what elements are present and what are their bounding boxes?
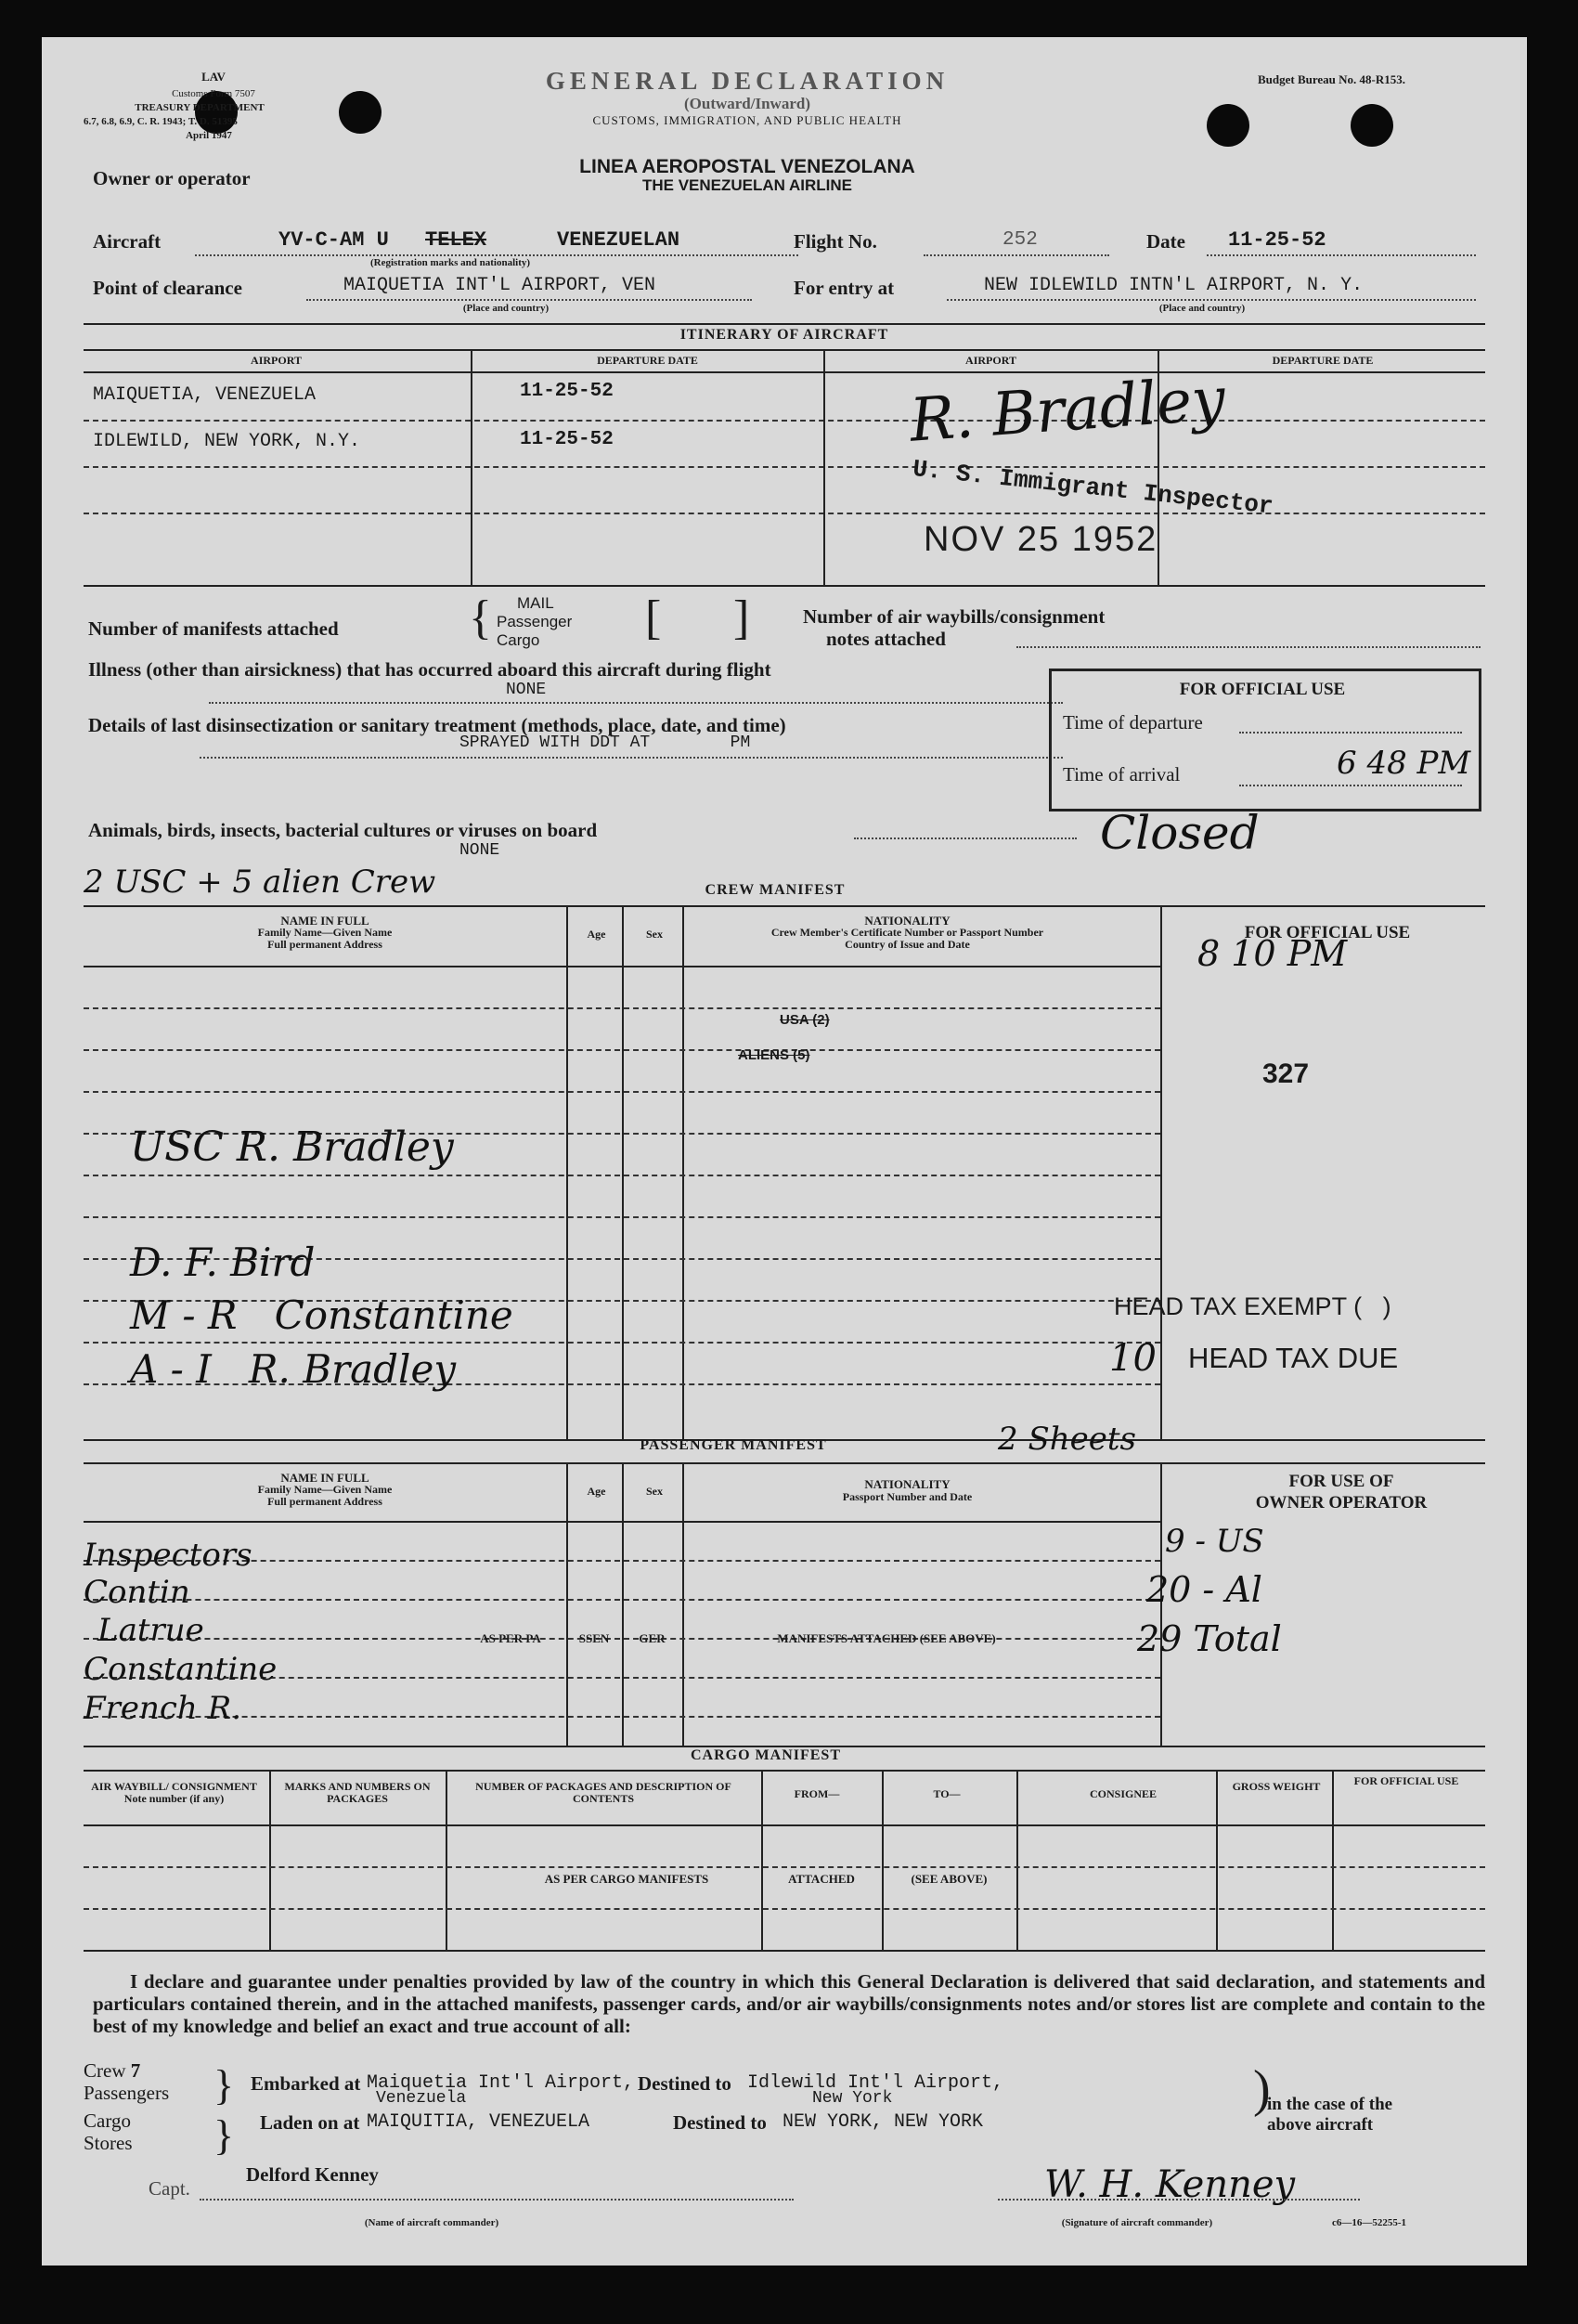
pass-count: 29 Total	[1137, 1618, 1282, 1659]
itinerary-header: DEPARTURE DATE	[597, 354, 698, 367]
crew-usa-count: USA (2)	[780, 1012, 830, 1028]
entry-caption: (Place and country)	[1158, 303, 1246, 314]
manifest-types	[497, 594, 572, 650]
sheets-note: 2 Sheets	[998, 1421, 1136, 1458]
embarked-place: Maiquetia Int'l Airport,	[367, 2072, 635, 2094]
pass-hand-name: Latrue	[97, 1612, 204, 1649]
cargo-label: Cargo	[84, 2110, 131, 2132]
destined-label-2: Destined to	[673, 2111, 767, 2134]
pass-row-text: SSEN	[578, 1631, 610, 1645]
destined-place-2: New York	[812, 2089, 893, 2108]
cargo-header: MARKS AND NUMBERS ON PACKAGES	[284, 1780, 431, 1805]
cargo-header: FOR OFFICIAL USE	[1353, 1774, 1459, 1787]
pass-hand-name: Contin	[84, 1574, 190, 1611]
cargo-row-text: ATTACHED	[788, 1872, 855, 1886]
registration-caption: (Registration marks and nationality)	[369, 257, 531, 268]
flight-no: 252	[1002, 229, 1038, 251]
bracket-icon: [	[645, 591, 662, 644]
commander-name: Delford Kenney	[246, 2163, 379, 2186]
pass-hand-name: Constantine	[84, 1651, 278, 1688]
capt-label: Capt.	[149, 2177, 190, 2200]
pass-header-nationality: NATIONALITY	[864, 1477, 951, 1491]
declaration-form	[42, 37, 1527, 2266]
manifest-type: Passenger	[497, 613, 573, 630]
struck-text: TELEX	[425, 228, 487, 252]
brace-icon: )	[1253, 2060, 1271, 2118]
airline-english: THE VENEZUELAN AIRLINE	[641, 176, 853, 194]
declaration-categories	[84, 2059, 169, 2154]
embarked-country: Venezuela	[376, 2089, 467, 2108]
cargo-row-text: AS PER CARGO MANIFESTS	[544, 1872, 709, 1886]
crew-handwritten-note: 2 USC + 5 alien Crew	[84, 863, 436, 901]
laden-place: MAIQUITIA, VENEZUELA	[367, 2111, 590, 2133]
crew-count: 7	[130, 2059, 141, 2082]
brace-icon: {	[469, 591, 492, 644]
aircraft-label: Aircraft	[93, 230, 162, 253]
disinsect-label: Details of last disinsectization or sanitary treatment (methods, place, date, and time)	[88, 714, 786, 736]
manifests-label: Number of manifests attached	[88, 617, 339, 640]
form-ref: TREASURY DEPARTMENT	[135, 102, 265, 113]
flight-date: 11-25-52	[1228, 228, 1326, 252]
destined-label: Destined to	[638, 2072, 731, 2095]
crew-hand-entry: M - R Constantine	[130, 1292, 513, 1338]
itinerary-header: AIRPORT	[965, 354, 1016, 367]
crew-header-name: NAME IN FULL	[280, 914, 369, 928]
commander-signature: W. H. Kenney	[1044, 2163, 1296, 2206]
pass-header-passport: Passport Number and Date	[842, 1490, 973, 1503]
punch-hole	[1207, 104, 1249, 147]
pass-header-owner2: OWNER OPERATOR	[1255, 1493, 1428, 1513]
above-aircraft-label: above aircraft	[1267, 2115, 1374, 2135]
inspector-signature: R. Bradley	[907, 365, 1228, 456]
form-ref: LAV	[201, 70, 226, 84]
passenger-manifest-title: PASSENGER MANIFEST	[640, 1437, 827, 1453]
agencies-line: CUSTOMS, IMMIGRATION, AND PUBLIC HEALTH	[592, 113, 902, 127]
departure-time-label: Time of departure	[1063, 711, 1203, 734]
clearance-label: Point of clearance	[93, 277, 242, 299]
entry-label: For entry at	[794, 277, 895, 299]
brace-icon: }	[213, 2061, 235, 2109]
form-ref: Customs Form 7507	[172, 88, 255, 99]
brace-icon: }	[213, 2111, 235, 2159]
pass-hand-name: French R.	[84, 1690, 242, 1727]
crew-hand-entry: USC R. Bradley	[130, 1123, 454, 1171]
illness-label: Illness (other than airsickness) that has occurred aboard this aircraft during flight	[88, 658, 771, 681]
in-case-label: in the case of the	[1267, 2095, 1393, 2114]
stamp-date: NOV 25 1952	[924, 520, 1158, 559]
form-ref: 6.7, 6.8, 6.9, C. R. 1943; T. D. 51395	[84, 116, 238, 127]
destined-place: Idlewild Int'l Airport,	[747, 2072, 1004, 2094]
budget-bureau: Budget Bureau No. 48-R153.	[1258, 72, 1406, 86]
disinsect-value: SPRAYED WITH DDT AT PM	[459, 734, 751, 752]
manifest-type: Cargo	[497, 631, 540, 649]
form-title: GENERAL DECLARATION	[545, 67, 950, 95]
bracket-icon: ]	[733, 591, 750, 644]
pass-hand-name: Inspectors	[84, 1537, 252, 1574]
arrival-time-value: 6 48 PM	[1337, 745, 1471, 782]
cargo-header: CONSIGNEE	[1089, 1787, 1158, 1800]
crew-header-age: Age	[587, 928, 606, 941]
punch-hole	[1351, 104, 1393, 147]
crew-hand-entry: A - I R. Bradley	[130, 1346, 457, 1392]
aircraft-nationality: VENEZUELAN	[557, 228, 680, 252]
crew-official-use: FOR OFFICIAL USE	[1244, 923, 1411, 942]
form-ref: April 1947	[186, 130, 232, 141]
cargo-header: TO—	[933, 1787, 961, 1800]
waybills-label-2: notes attached	[826, 628, 946, 650]
clearance-value: MAIQUETIA INT'L AIRPORT, VEN	[343, 275, 656, 296]
pass-header-name2: Family Name—Given Name	[257, 1483, 393, 1496]
stores-label: Stores	[84, 2132, 133, 2154]
date-label: Date	[1146, 230, 1185, 253]
pass-header-owner: FOR USE OF	[1288, 1472, 1394, 1491]
pass-count: 9 - US	[1165, 1523, 1264, 1560]
crew-header-nationality: NATIONALITY	[864, 914, 951, 928]
flight-no-label: Flight No.	[794, 230, 877, 253]
pass-row-text: GER	[639, 1631, 666, 1645]
airline-name: LINEA AEROPOSTAL VENEZOLANA	[579, 156, 915, 177]
pass-row-text: MANIFESTS ATTACHED (SEE ABOVE)	[777, 1631, 996, 1645]
itinerary-airport: MAIQUETIA, VENEZUELA	[93, 384, 317, 406]
animals-label: Animals, birds, insects, bacterial cultures or viruses on board	[88, 819, 598, 841]
illness-value: NONE	[506, 681, 547, 699]
crew-official-time: 8 10 PM	[1197, 933, 1348, 974]
immigrant-inspector-stamp: U. S. Immigrant Inspector	[911, 455, 1274, 521]
itinerary-header: DEPARTURE DATE	[1272, 354, 1374, 367]
head-tax-exempt: HEAD TAX EXEMPT ( )	[1114, 1292, 1391, 1320]
destined-place-3: NEW YORK, NEW YORK	[783, 2111, 984, 2133]
cargo-header: AIR WAYBILL/ CONSIGNMENT Note number (if any)	[91, 1780, 257, 1805]
aircraft-registration: YV-C-AM U	[278, 228, 389, 252]
pass-header-name3: Full permanent Address	[267, 1495, 382, 1508]
crew-header-sex: Sex	[646, 928, 663, 941]
crew-manifest-title: CREW MANIFEST	[705, 882, 846, 898]
laden-label: Laden on at	[260, 2111, 360, 2134]
crew-header-name2: Family Name—Given Name	[257, 926, 393, 939]
name-caption: (Name of aircraft commander)	[364, 2217, 499, 2228]
passengers-label: Passengers	[84, 2082, 170, 2104]
pass-header-sex: Sex	[646, 1485, 663, 1498]
arrival-time-label: Time of arrival	[1063, 763, 1181, 785]
place-caption: (Place and country)	[462, 303, 550, 314]
pass-header-name: NAME IN FULL	[280, 1471, 369, 1485]
head-tax-due: HEAD TAX DUE	[1188, 1342, 1399, 1374]
manifest-type: MAIL	[517, 594, 554, 612]
crew-stamp-number: 327	[1262, 1058, 1310, 1089]
crew-header-cert: Crew Member's Certificate Number or Passport Number	[770, 926, 1044, 939]
crew-aliens-count: ALIENS (5)	[738, 1047, 810, 1063]
pass-header-age: Age	[587, 1485, 606, 1498]
head-tax-count: 10	[1109, 1337, 1157, 1380]
cargo-manifest-title: CARGO MANIFEST	[690, 1747, 841, 1763]
itinerary-title: ITINERARY OF AIRCRAFT	[679, 327, 889, 343]
declaration-text: I declare and guarantee under penalties provided by law of the country in which this General Declaration is delivered that said declaration, and statements and particulars contained therein, and in the attached manifests, passenger cards, and/or air waybills/consignments notes and/or stores list are complete and contain to the best of my knowledge and belief an exact and true account of all:	[93, 1970, 1485, 2037]
animals-value: NONE	[459, 841, 500, 860]
closed-note: Closed	[1100, 806, 1260, 860]
form-subtitle: (Outward/Inward)	[683, 95, 810, 112]
entry-value: NEW IDLEWILD INTN'L AIRPORT, N. Y.	[984, 275, 1364, 296]
cargo-header: GROSS WEIGHT	[1232, 1780, 1321, 1793]
pass-row-text: AS PER PA	[480, 1631, 541, 1645]
official-use-title: FOR OFFICIAL USE	[1179, 680, 1346, 699]
itinerary-airport: IDLEWILD, NEW YORK, N.Y.	[93, 431, 361, 452]
print-code: c6—16—52255-1	[1332, 2217, 1407, 2228]
punch-hole	[339, 91, 382, 134]
itinerary-date: 11-25-52	[520, 429, 614, 450]
crew-hand-entry: D. F. Bird	[130, 1240, 316, 1285]
owner-label: Owner or operator	[93, 167, 251, 189]
waybills-label: Number of air waybills/consignment	[803, 605, 1106, 628]
crew-header-name3: Full permanent Address	[267, 938, 382, 951]
cargo-header: FROM—	[794, 1787, 840, 1800]
itinerary-header: AIRPORT	[251, 354, 302, 367]
cargo-header: NUMBER OF PACKAGES AND DESCRIPTION OF CONTENTS	[475, 1780, 731, 1805]
crew-header-country: Country of Issue and Date	[845, 938, 970, 951]
pass-count: 20 - Al	[1146, 1569, 1262, 1610]
signature-caption: (Signature of aircraft commander)	[1061, 2217, 1213, 2228]
crew-label: Crew	[84, 2059, 126, 2082]
itinerary-date: 11-25-52	[520, 381, 614, 402]
cargo-row-text: (SEE ABOVE)	[911, 1872, 988, 1886]
embarked-label: Embarked at	[251, 2072, 361, 2095]
